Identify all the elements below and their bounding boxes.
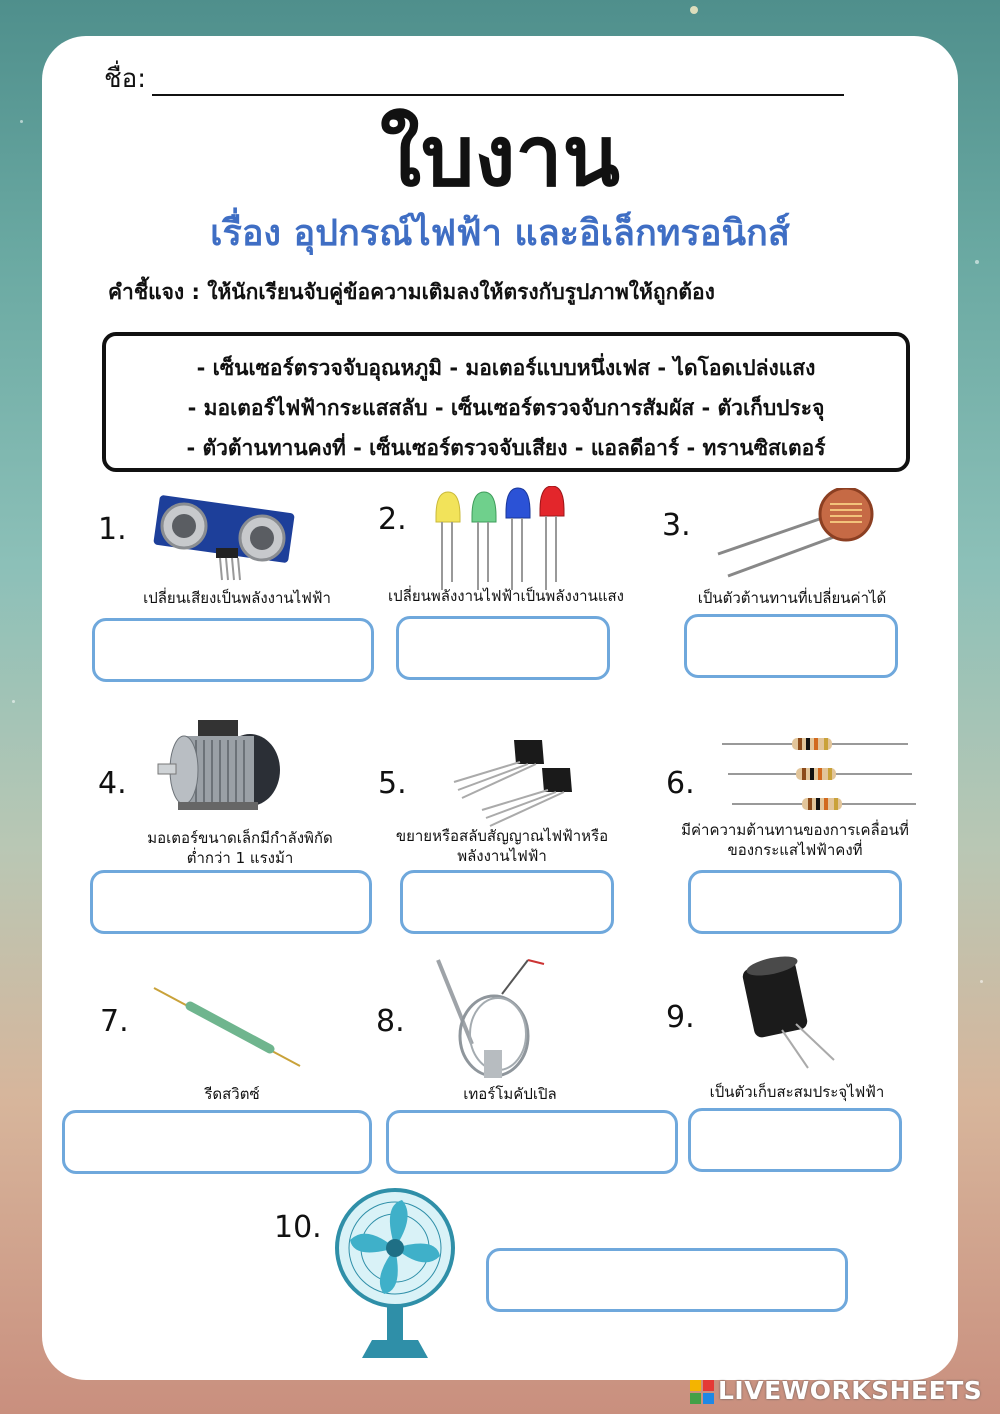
answer-box-9[interactable]: [688, 1108, 902, 1172]
item-caption: เป็นตัวเก็บสะสมประจุไฟฟ้า: [709, 1083, 885, 1101]
item-caption: มอเตอร์ขนาดเล็กมีกำลังพิกัด ต่ำกว่า 1 แรงม้า: [147, 829, 333, 867]
ldr-icon: [714, 488, 894, 584]
item-caption: เป็นตัวต้านทานที่เปลี่ยนค่าได้: [697, 589, 887, 607]
item-number: 10.: [274, 1210, 322, 1245]
word-bank-line: - มอเตอร์ไฟฟ้ากระแสสลับ - เซ็นเซอร์ตรวจจับการสัมผัส - ตัวเก็บประจุ: [187, 396, 825, 420]
resistor-icon: [718, 732, 918, 818]
name-label: ชื่อ:: [104, 64, 147, 94]
answer-box-8[interactable]: [386, 1110, 678, 1174]
item-caption: มีค่าความต้านทานของการเคลื่อนที่ ของกระแสไฟฟ้าคงที่: [681, 821, 909, 859]
item-number: 9.: [666, 1000, 695, 1035]
answer-box-3[interactable]: [684, 614, 898, 678]
electric-fan-icon: [332, 1186, 462, 1362]
answer-box-2[interactable]: [396, 616, 610, 680]
item-caption: เปลี่ยนเสียงเป็นพลังงานไฟฟ้า: [143, 589, 331, 607]
word-bank-box: [102, 332, 910, 472]
answer-box-5[interactable]: [400, 870, 614, 934]
motor-icon: [154, 714, 284, 814]
word-bank-line: - เซ็นเซอร์ตรวจจับอุณหภูมิ - มอเตอร์แบบหนึ่งเฟส - ไดโอดเปล่งแสง: [196, 356, 816, 380]
item-caption: เทอร์โมคัปเปิล: [463, 1085, 557, 1103]
item-number: 1.: [98, 512, 127, 547]
capacitor-icon: [738, 950, 858, 1074]
item-number: 5.: [378, 766, 407, 801]
item-caption: รีดสวิตซ์: [204, 1085, 260, 1103]
item-number: 8.: [376, 1004, 405, 1039]
answer-box-6[interactable]: [688, 870, 902, 934]
transistor-icon: [446, 734, 576, 830]
answer-box-4[interactable]: [90, 870, 372, 934]
item-number: 4.: [98, 766, 127, 801]
led-icon: [430, 486, 570, 596]
answer-box-7[interactable]: [62, 1110, 372, 1174]
brand-text: LIVEWORKSHEETS: [718, 1376, 983, 1405]
answer-box-10[interactable]: [486, 1248, 848, 1312]
worksheet-title: ใบงาน: [380, 107, 620, 205]
liveworksheets-badge-icon: [690, 1380, 714, 1404]
ultrasonic-sensor-icon: [150, 490, 300, 582]
reed-switch-icon: [150, 982, 306, 1072]
word-bank-line: - ตัวต้านทานคงที่ - เซ็นเซอร์ตรวจจับเสียง - แอลดีอาร์ - ทรานซิสเตอร์: [186, 436, 826, 460]
item-number: 3.: [662, 508, 691, 543]
worksheet-card: [42, 36, 958, 1380]
item-number: 7.: [100, 1004, 129, 1039]
answer-box-1[interactable]: [92, 618, 374, 682]
item-number: 2.: [378, 502, 407, 537]
thermocouple-icon: [432, 954, 556, 1082]
item-number: 6.: [666, 766, 695, 801]
item-caption: เปลี่ยนพลังงานไฟฟ้าเป็นพลังงานแสง: [388, 587, 624, 605]
item-caption: ขยายหรือสลับสัญญาณไฟฟ้าหรือ พลังงานไฟฟ้า: [395, 827, 609, 865]
liveworksheets-logo: [690, 1376, 990, 1406]
worksheet-subtitle: เรื่อง อุปกรณ์ไฟฟ้า และอิเล็กทรอนิกส์: [210, 213, 790, 254]
instruction-text: คำชี้แจง : ให้นักเรียนจับคู่ข้อความเติมลงให้ตรงกับรูปภาพให้ถูกต้อง: [108, 280, 715, 304]
